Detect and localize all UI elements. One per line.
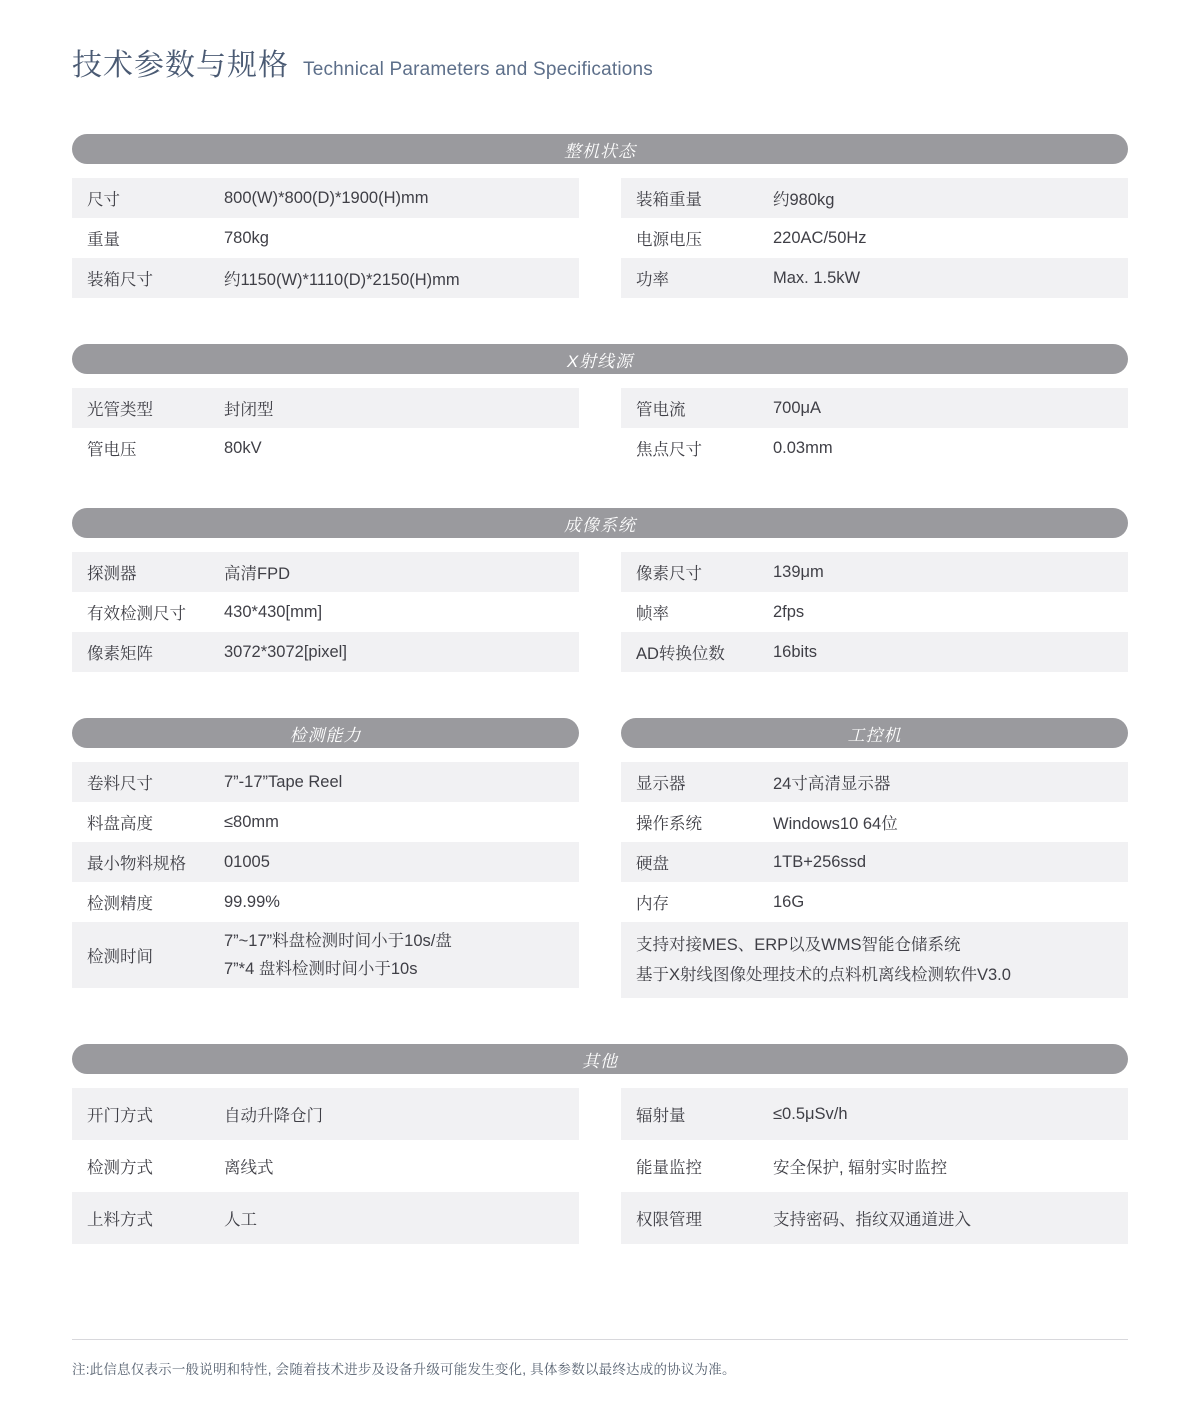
- row-key: 检测方式: [87, 1159, 153, 1177]
- table-row: [72, 882, 579, 922]
- table-row: [621, 552, 1128, 592]
- xray-right-column: [621, 388, 1128, 468]
- row-value: 封闭型: [224, 401, 274, 419]
- row-value: 16bits: [773, 642, 818, 661]
- row-key: 显示器: [636, 775, 686, 793]
- table-row: [621, 428, 1128, 468]
- row-key: 开门方式: [87, 1107, 153, 1125]
- table-row: [72, 762, 579, 802]
- row-key: 卷料尺寸: [87, 775, 153, 793]
- spacer: [72, 672, 1128, 718]
- row-value: 99.99%: [224, 892, 280, 911]
- row-key: 探测器: [87, 565, 137, 583]
- row-key: 辐射量: [636, 1107, 686, 1125]
- row-value: 自动升降仓门: [224, 1107, 323, 1125]
- table-row: [621, 178, 1128, 218]
- machine-status-right-column: [621, 178, 1128, 298]
- row-value: ≤80mm: [224, 812, 279, 831]
- row-value: 约980kg: [773, 191, 835, 209]
- table-row: [621, 1140, 1128, 1192]
- page-title-cn: 技术参数与规格: [72, 49, 289, 82]
- table-row: [621, 1192, 1128, 1244]
- row-key: 料盘高度: [87, 815, 153, 833]
- xray-left-column: [72, 388, 579, 468]
- spacer: [72, 998, 1128, 1044]
- section-band-machine-status: 整机状态: [72, 134, 1128, 164]
- row-value: [224, 927, 579, 983]
- row-key: 最小物料规格: [87, 855, 186, 873]
- row-key: 能量监控: [636, 1159, 702, 1177]
- row-key: 管电压: [87, 441, 137, 459]
- section-detection-and-ipc: [72, 718, 1128, 998]
- section-band-other: 其他: [72, 1044, 1128, 1074]
- table-row: [621, 842, 1128, 882]
- detection-time-line-1: 7”~17”料盘检测时间小于10s/盘: [224, 932, 452, 950]
- table-row: [72, 428, 579, 468]
- detection-time-line-2: 7”*4 盘料检测时间小于10s: [224, 960, 418, 978]
- detection-capability-column: [72, 762, 579, 998]
- spec-content: [0, 134, 1200, 1244]
- section-band-imaging-system: 成像系统: [72, 508, 1128, 538]
- row-value: 0.03mm: [773, 438, 833, 457]
- table-row: [72, 178, 579, 218]
- table-row: [72, 218, 579, 258]
- row-key: 有效检测尺寸: [87, 605, 186, 623]
- row-value: 780kg: [224, 228, 269, 247]
- row-value: Windows10 64位: [773, 815, 898, 833]
- row-key: 功率: [636, 271, 669, 289]
- row-value: 139μm: [773, 562, 824, 581]
- table-row: [72, 802, 579, 842]
- row-key: 上料方式: [87, 1211, 153, 1229]
- row-value: 2fps: [773, 602, 805, 621]
- row-key: 光管类型: [87, 401, 153, 419]
- table-row: [621, 802, 1128, 842]
- section-imaging-system: [72, 508, 1128, 672]
- row-key: 电源电压: [636, 231, 702, 249]
- table-row: [72, 1192, 579, 1244]
- row-value: 约1150(W)*1110(D)*2150(H)mm: [224, 271, 460, 289]
- row-key: 像素尺寸: [636, 565, 702, 583]
- row-key: 焦点尺寸: [636, 441, 702, 459]
- row-value: 430*430[mm]: [224, 602, 323, 621]
- spacer: [72, 468, 1128, 508]
- row-key: 内存: [636, 895, 669, 913]
- table-row: [621, 218, 1128, 258]
- imaging-left-column: [72, 552, 579, 672]
- section-other: [72, 1044, 1128, 1244]
- row-value: 支持密码、指纹双通道进入: [773, 1211, 971, 1229]
- footer-divider: [72, 1339, 1128, 1340]
- row-value: Max. 1.5kW: [773, 268, 861, 287]
- machine-status-left-column: [72, 178, 579, 298]
- section-machine-status: [72, 134, 1128, 298]
- row-value: 800(W)*800(D)*1900(H)mm: [224, 188, 429, 207]
- row-value: 16G: [773, 892, 805, 911]
- table-row: [621, 632, 1128, 672]
- row-value: 7”-17”Tape Reel: [224, 772, 343, 791]
- table-row: [72, 842, 579, 882]
- ipc-note-line-1: 支持对接MES、ERP以及WMS智能仓储系统: [636, 936, 961, 954]
- row-value: 安全保护, 辐射实时监控: [773, 1159, 948, 1177]
- industrial-pc-column: [621, 762, 1128, 998]
- row-key: 检测时间: [87, 948, 153, 966]
- ipc-software-note: [621, 922, 1128, 998]
- row-value: 离线式: [224, 1159, 274, 1177]
- section-band-xray-source: X射线源: [72, 344, 1128, 374]
- table-row: [72, 1140, 579, 1192]
- table-row: [72, 592, 579, 632]
- section-xray-source: [72, 344, 1128, 468]
- row-key: 装箱重量: [636, 191, 702, 209]
- row-key: 管电流: [636, 401, 686, 419]
- row-key: 尺寸: [87, 191, 120, 209]
- row-value: 24寸高清显示器: [773, 775, 891, 793]
- table-row: [621, 1088, 1128, 1140]
- table-row: [621, 762, 1128, 802]
- row-value: 80kV: [224, 438, 262, 457]
- row-value: 700μA: [773, 398, 822, 417]
- row-value: 高清FPD: [224, 565, 290, 583]
- spacer: [72, 298, 1128, 344]
- row-key: 操作系统: [636, 815, 702, 833]
- row-value: 3072*3072[pixel]: [224, 642, 347, 661]
- ipc-note-line-2: 基于X射线图像处理技术的点料机离线检测软件V3.0: [636, 966, 1011, 984]
- table-row: [72, 552, 579, 592]
- table-row: [621, 258, 1128, 298]
- table-row: [621, 882, 1128, 922]
- other-right-column: [621, 1088, 1128, 1244]
- page-footer: [72, 1339, 1128, 1378]
- row-key: 检测精度: [87, 895, 153, 913]
- footer-note: 注:此信息仅表示一般说明和特性, 会随着技术进步及设备升级可能发生变化, 具体参数以最终达成的协议为准。: [72, 1362, 736, 1377]
- table-row: [72, 388, 579, 428]
- row-key: 权限管理: [636, 1211, 702, 1229]
- row-key: 像素矩阵: [87, 645, 153, 663]
- table-row: [72, 632, 579, 672]
- row-value: 人工: [224, 1211, 257, 1229]
- other-left-column: [72, 1088, 579, 1244]
- table-row: [72, 258, 579, 298]
- section-band-industrial-pc: 工控机: [621, 718, 1128, 748]
- row-value: 1TB+256ssd: [773, 852, 867, 871]
- table-row: [621, 592, 1128, 632]
- table-row: [72, 1088, 579, 1140]
- table-row: [72, 922, 579, 988]
- row-key: 硬盘: [636, 855, 669, 873]
- row-key: AD转换位数: [636, 645, 725, 663]
- table-row: [621, 388, 1128, 428]
- row-value: 220AC/50Hz: [773, 228, 867, 247]
- imaging-right-column: [621, 552, 1128, 672]
- row-value: ≤0.5μSv/h: [773, 1104, 848, 1123]
- row-key: 帧率: [636, 605, 669, 623]
- row-key: 重量: [87, 231, 120, 249]
- row-value: 01005: [224, 852, 270, 871]
- page-title: [0, 0, 1200, 84]
- row-key: 装箱尺寸: [87, 271, 153, 289]
- section-band-detection-capability: 检测能力: [72, 718, 579, 748]
- page-title-en: Technical Parameters and Specifications: [303, 59, 653, 80]
